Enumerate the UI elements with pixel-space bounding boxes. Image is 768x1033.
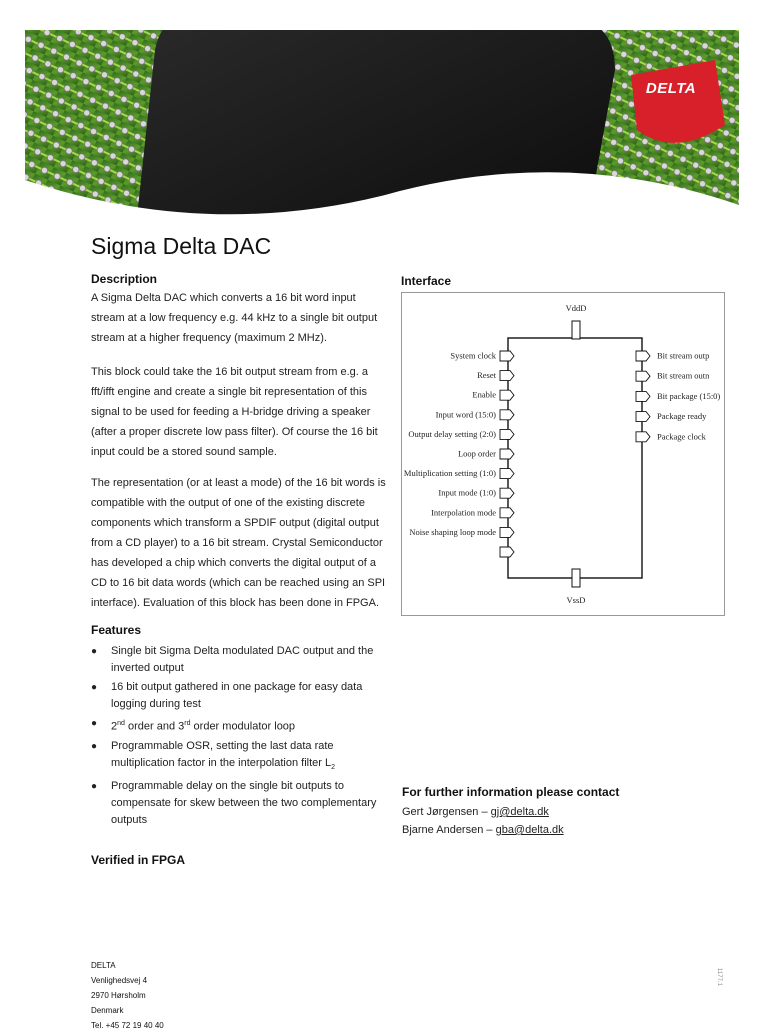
feature-item: ● Programmable OSR, setting the last data rate multiplication factor in the interpolation filter $L_2$	[91, 739, 336, 771]
interface-diagram-svg	[402, 293, 724, 615]
input-pin	[500, 469, 514, 479]
verified-heading: Verified in FPGA	[91, 853, 186, 867]
input-pin	[500, 429, 514, 439]
feature-item: ● 2nd order and 3rd order modulator loop	[91, 718, 296, 733]
input-pin	[500, 390, 514, 400]
features-list	[91, 643, 391, 831]
block-outline	[508, 338, 642, 578]
footer-line: Denmark	[91, 1006, 124, 1015]
interface-heading: Interface	[401, 274, 452, 288]
contact-heading: For further information please contact	[402, 785, 620, 799]
delta-logo-text: DELTA	[645, 80, 697, 97]
footer-line: Venlighedsvej 4	[91, 976, 148, 985]
input-pin	[500, 410, 514, 420]
footer-line: 2970 Hørsholm	[91, 991, 146, 1000]
input-pin-label: Multiplication setting (1:0)	[403, 468, 496, 479]
page-title: Sigma Delta DAC	[91, 233, 272, 259]
input-pin-label: Noise shaping loop mode	[409, 526, 496, 537]
output-pin	[636, 432, 650, 442]
input-pin-label: Output delay setting (2:0)	[408, 428, 496, 439]
contact-name: Gert Jørgensen –	[402, 806, 491, 818]
input-pin	[500, 351, 514, 361]
input-pin-label: Input mode (1:0)	[438, 487, 496, 498]
input-pin-label: System clock	[450, 350, 496, 361]
side-code: 1177.1	[716, 968, 722, 986]
output-pin	[636, 412, 650, 422]
input-pin	[500, 527, 514, 537]
description-paragraph-2: This block could take the 16 bit output stream from e.g. a fft/ifft engine and create a single bit representation of this signal to be used for feeding a H-bridge driving a speaker (after a proper discrete low pass filter). Of course the 16 bit input could be a stored sound sample.	[91, 366, 378, 458]
input-pin	[500, 371, 514, 381]
input-pin-label: Loop order	[457, 448, 496, 459]
feature-item: ● Single bit Sigma Delta modulated DAC output and the inverted output	[91, 645, 374, 674]
output-pin	[636, 351, 650, 361]
feature-item: ● 16 bit output gathered in one package for easy data logging during test	[91, 681, 363, 710]
feature-item: ● Programmable delay on the single bit outputs to compensate for skew between the two complementary outputs	[91, 779, 377, 826]
input-pin	[500, 449, 514, 459]
vss-pin	[572, 569, 580, 587]
output-pin-label: Bit package (15:0)	[657, 390, 721, 401]
vdd-pin	[572, 321, 580, 339]
contact-line-1	[402, 806, 549, 818]
input-pin-label: Input word (15:0)	[435, 409, 496, 420]
contact-line-2	[402, 824, 564, 836]
input-pin-label: Interpolation mode	[431, 507, 496, 518]
footer-address	[91, 958, 164, 1033]
input-pin	[500, 508, 514, 518]
email-link[interactable]: gj@delta.dk	[490, 806, 549, 818]
features-heading: Features	[91, 623, 142, 637]
output-pin	[636, 391, 650, 401]
vdd-label: VddD	[565, 303, 587, 313]
input-pin-label: Enable	[472, 389, 496, 400]
interface-diagram	[401, 292, 725, 616]
output-pin-label: Package ready	[657, 411, 707, 422]
output-pin	[636, 371, 650, 381]
email-link[interactable]: gba@delta.dk	[495, 824, 564, 836]
chip-banner-image	[25, 30, 739, 235]
description-paragraph-3: The representation (or at least a mode) of the 16 bit words is compatible with the output of one of the existing discrete components which transform a SPDIF output (digital output from a CD player) to a 16 bit stream. Crystal Semiconductor has developed a chip which converts the digital output of a CD to 16 bit data words (which can be reached using an SPI interface). Evaluation of this block has been done in FPGA.	[91, 477, 386, 609]
contact-name: Bjarne Andersen –	[402, 824, 496, 836]
output-pin-label: Package clock	[657, 431, 706, 442]
input-pin-label: Reset	[477, 370, 496, 381]
output-pin-label: Bit stream outn	[657, 370, 710, 381]
header-banner	[25, 30, 739, 235]
input-pin	[500, 488, 514, 498]
input-pin	[500, 547, 514, 557]
footer-line: DELTA	[91, 961, 116, 970]
output-pin-label: Bit stream outp	[657, 350, 710, 361]
description-heading: Description	[91, 272, 158, 286]
vss-label: VssD	[566, 595, 586, 605]
footer-line: Tel. +45 72 19 40 40	[91, 1021, 164, 1030]
description-paragraph-1: A Sigma Delta DAC which converts a 16 bit word input stream at a low frequency e.g. 44 kHz to a single bit output stream at a higher frequency (maximum 2 MHz).	[91, 292, 378, 344]
